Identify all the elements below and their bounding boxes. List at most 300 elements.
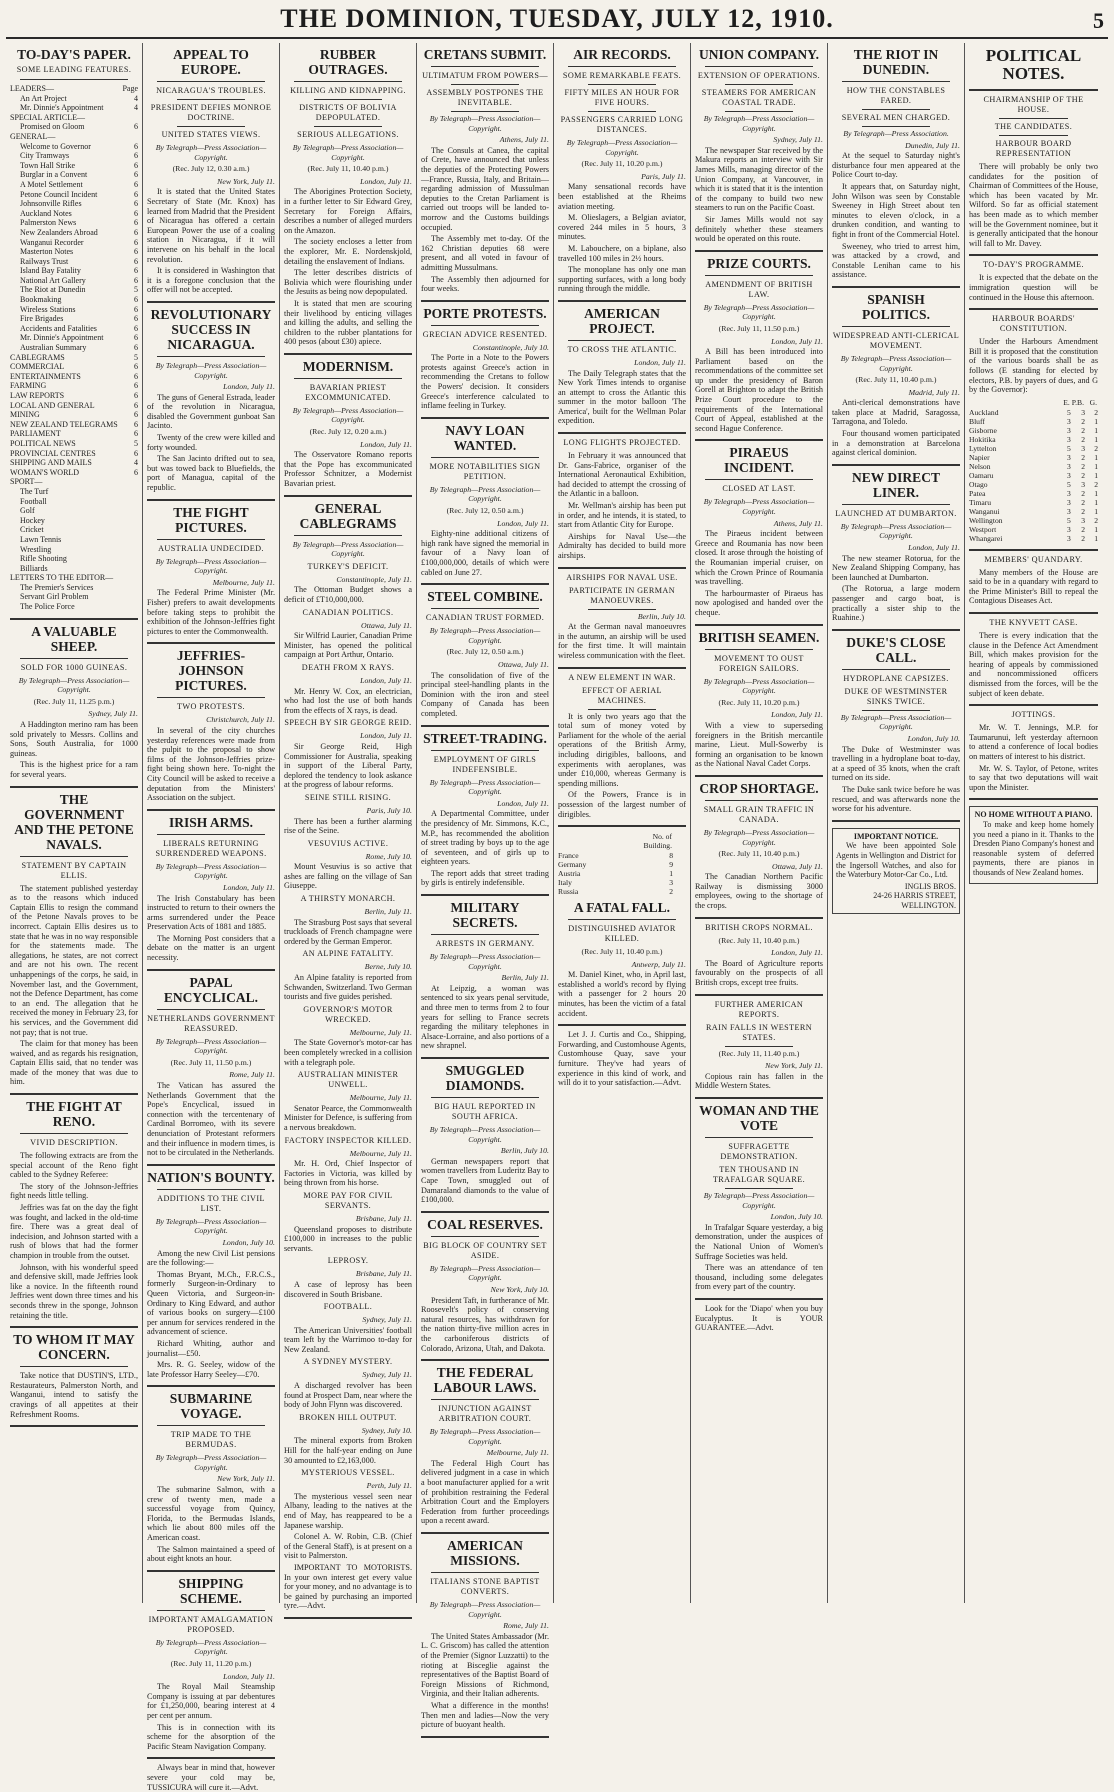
article [969,710,1098,800]
guide-row [10,410,138,420]
article [147,307,275,501]
received-time: (Rec. July 11, 11.50 p.m.) [170,1057,252,1067]
guide-label: Golf [20,506,35,516]
guide-page: 6 [134,160,138,170]
article-deck: BIG HAUL REPORTED IN SOUTH AFRICA. [434,1102,536,1121]
article-paragraph: Richard Whiting, author and journalist—£50. [147,1338,275,1358]
article-paragraph: Twenty of the crew were killed and forty wounded. [147,433,275,452]
table-cell: 2 [1081,416,1085,426]
article [969,555,1098,614]
table-cell: Austria [558,869,581,879]
guide-page: 4 [134,103,138,113]
article-paragraph: The Federal Prime Minister (Mr. Fisher) prefers to await developments before taking steps to prohibit the exhibition of the Johnson-Jeffries fight pictures to enter the Commonwealth. [147,588,275,636]
received-time: (Rec. July 12, 0.50 a.m.) [446,506,524,516]
guide-page: 5 [134,438,138,448]
article-paragraph: It appears that, on Saturday night, John Wilson was seen by Constable Sweeney in High Street about ten minutes to eleven o'clock, in a drunken condition, and wanting to fight in front of the Commercial Hotel. [832,181,960,239]
guide-page: 6 [134,179,138,189]
article-deck: ULTIMATUM FROM POWERS— [422,71,548,80]
guide-page [124,525,138,535]
guide-row [10,132,138,142]
article-headline: IRISH ARMS. [168,814,254,830]
article-headline: SPANISH POLITICS. [862,291,930,322]
table-row [969,489,1098,498]
dateline-place: Melbourne, July 11. [349,1148,412,1158]
article-headline: UNION COMPANY. [699,47,819,62]
guide-row [10,84,138,94]
table-row [969,408,1098,417]
guide-page: 6 [134,227,138,237]
article-headline: THE GOVERNMENT AND THE PETONE NAVALS. [14,791,134,852]
section-divider [695,1298,823,1300]
guide-row [10,305,138,315]
article-deck: PARTICIPATE IN GERMAN MANOEUVRES. [568,585,676,605]
article [421,1538,549,1738]
section-divider [284,1617,412,1619]
guide-page: 6 [134,371,138,381]
dateline-place: Sydney, July 11. [88,709,138,719]
section-headline: POLITICAL NOTES. [985,46,1082,83]
article-paragraph: The submarine Salmon, with a crew of twenty men, made a successful voyage from Quincy, Florida, to the Bermudas Islands, which lie about 800 miles off the American coast. [147,1485,275,1543]
table-cell: Westport [969,524,997,534]
article-paragraph: Thomas Bryant, M.Ch., F.R.C.S., formerly Surgeon-in-Ordinary to Queen Victoria, and Surgeon-in-Ordinary to King Edward, and author of various books on surgery—£100 per annum for services rendered in the advancement of science. [147,1269,275,1337]
article-deck: AIRSHIPS FOR NAVAL USE. [566,572,678,582]
guide-page [124,573,138,583]
article [695,445,823,625]
article-paragraph: The following extracts are from the special account of the Reno fight cabled to the Sydney Referee: [10,1151,138,1180]
dateline-credit: By Telegraph—Press Association—Copyright. [429,1427,541,1446]
dateline-credit: By Telegraph—Press Association—Copyright. [155,1637,267,1657]
table-cell [673,860,686,869]
guide-row [10,420,138,430]
page-number: 5 [1093,8,1104,33]
guide-row [10,285,138,295]
guide-page: 6 [134,256,138,266]
divider [157,1610,265,1611]
article-deck: HOW THE CONSTABLES FARED. [846,86,946,105]
article-headline: DUKE'S CLOSE CALL. [846,634,946,665]
section-divider [147,499,275,501]
dateline-place: New York, July 11. [765,1061,823,1071]
table-cell: 1 [1094,524,1098,534]
guide-page: 6 [134,362,138,372]
divider [431,457,539,458]
section-divider [969,798,1098,800]
guide-page: 6 [134,467,138,477]
section-divider [695,439,823,441]
notice-title: IMPORTANT NOTICE. [853,831,939,841]
article-paragraph: Among the new Civil List pensions are the following:— [147,1248,275,1268]
table-row [969,435,1098,444]
article-paragraph: The Vatican has assured the Netherlands Government that the Pope's Encyclical, issued in connection with the tercentenary of Cardinal Borromeo, with its severe denunciation of Protestant reformers and their influence in modern times, is not to be circulated in the Netherlands. [147,1081,275,1158]
guide-row [10,333,138,343]
guide-row [10,180,138,190]
guide-label: PARLIAMENT [10,429,61,439]
section-divider [421,583,549,585]
article-paragraph: The Aborigines Protection Society, in a further letter to Sir Edward Grey, Secretary for Foreign Affairs, describes a number of alleged murders on the Amazon. [284,187,412,235]
table-cell: 1 [1094,434,1098,444]
column-4 [417,43,554,1730]
guide-label: Petone Council Incident [20,189,98,199]
article-headline: APPEAL TO EUROPE. [173,47,249,77]
article-paragraph: M. Olieslagers, a Belgian aviator, covered 244 miles in 5 hours, 3 minutes. [558,213,686,242]
article-deck: MOVEMENT TO OUST FOREIGN SAILORS. [714,653,804,673]
article-deck: LIBERALS RETURNING SURRENDERED WEAPONS. [155,838,267,858]
dateline-place: Rome, July 10. [365,851,412,861]
table-cell: 2 [1081,533,1085,543]
table-cell: 1 [1094,416,1098,426]
divider [588,111,656,112]
guide-row [10,190,138,200]
divider [294,81,402,82]
guide-label: Servant Girl Problem [20,592,89,602]
masthead [6,6,1108,39]
article-headline: CROP SHORTAGE. [699,780,819,796]
guide-row [10,564,138,574]
article-paragraph: Take notice that DUSTIN'S, LTD., Restaurateurs, Palmerston North, and Wanganui, intend to satisfy the cravings of all appetites at their Refreshment Rooms. [10,1371,138,1419]
divider [294,378,402,379]
guide-row [10,487,138,497]
article-headline: COAL RESERVES. [427,1216,543,1232]
divider [842,326,950,327]
article-deck: BRITISH CROPS NORMAL. [705,922,813,932]
section-divider [695,1097,823,1099]
article-paragraph: What a difference in the months! Then men and ladies—Now the very picture of buoyant health. [421,1700,549,1730]
dateline-place: Christchurch, July 11. [206,715,275,725]
article-paragraph: Sir Wilfrid Laurier, Canadian Prime Minister, has opened the political campaign at Port Arthur, Ontario. [284,631,412,660]
divider [431,1097,539,1098]
article-paragraph: Sweeney, who tried to arrest him, was attacked by a crowd, and Constable Lenihan came to his assistance. [832,241,960,280]
article [695,256,823,442]
article-paragraph: The Irish Constabulary has been instructed to return to their owners the arms surrendered under the Peace Preservation Acts of 1881 and 1885. [147,893,275,932]
article-paragraph: The Royal Mail Steamship Company is issuing at par debentures for £1,250,000, bearing interest at 4 per cent per annum. [147,1682,275,1720]
guide-page: 6 [134,208,138,218]
dateline-place: Sydney, July 11. [773,135,823,145]
table-cell: 2 [1094,515,1098,525]
dateline-place: London, July 11. [360,439,412,449]
dateline-credit: By Telegraph—Press Association—Copyright. [566,138,678,157]
guide-row [10,228,138,238]
article-paragraph: The society encloses a letter from the explorer, Mr. E. Nordenskjold, detailing the enslavement of Indians. [284,237,412,266]
divider [862,126,930,127]
dateline-place: New York, July 11. [217,176,275,186]
divider [862,109,930,110]
article-paragraph: There was an attendance of ten thousand, including some delegates from every part of the country. [695,1263,823,1292]
section-divider [969,549,1098,551]
article-paragraph: The Assembly then adjourned for four weeks. [421,274,549,294]
guide-row [10,122,138,132]
divider [157,1189,265,1190]
dateline-credit: By Telegraph—Press Association—Copyright. [429,1600,541,1619]
dateline-place: Ottawa, July 11. [361,620,412,630]
dateline-credit: By Telegraph—Press Association—Copyright. [429,626,541,645]
article [832,635,960,822]
column-5 [554,43,691,1603]
item-title: MYSTERIOUS VESSEL. [301,1468,395,1478]
dateline-place: Berlin, July 10. [500,1146,549,1156]
table-cell: 5 [1066,479,1071,489]
table-cell: 8 [669,851,673,861]
guide-row [10,362,138,372]
section-divider [558,300,686,302]
article-paragraph: The story of the Johnson-Jeffries fight needs little telling. [10,1181,138,1201]
article [695,630,823,777]
table-cell: Nelson [969,461,991,471]
dateline-place: Madrid, July 11. [908,387,960,397]
table-cell: 3 [1081,515,1085,525]
article-headline: A FATAL FALL. [573,900,671,916]
received-time: (Rec. July 11, 10.20 p.m.) [718,697,800,707]
table-cell: 3 [1066,506,1071,516]
article-deck: LONG FLIGHTS PROJECTED. [563,438,681,448]
guide-label: LOCAL AND GENERAL [10,400,95,410]
dateline-place: New York, July 11. [217,1474,275,1484]
section-divider [421,300,549,302]
article-deck: NICARAGUA'S TROUBLES. [156,86,266,95]
article-paragraph: The monoplane has only one man supporting surfaces, with a long body running through the middle. [558,265,686,294]
dateline-credit: By Telegraph—Press Association—Copyright. [840,521,952,541]
item-title: A THIRSTY MONARCH. [300,894,396,904]
article-deck: KILLING AND KIDNAPPING. [290,86,406,95]
article-deck: ADDITIONS TO THE CIVIL LIST. [157,1193,265,1213]
article-headline: PRIZE COURTS. [707,255,811,271]
guide-page [124,564,138,574]
article-headline: NEW DIRECT LINER. [852,469,940,500]
guide-label: Island Bay Fatality [20,266,81,276]
table-cell: 1 [1094,488,1098,498]
section-divider [558,825,686,827]
dateline-place: Ottawa, July 11. [772,861,823,871]
article [284,47,412,355]
article-paragraph: Mount Vesuvius is so active that ashes are falling on the village of San Giuseppe. [284,862,412,891]
guide-page: 6 [134,266,138,276]
divider [451,84,519,85]
dateline-place: London, July 11. [360,675,412,685]
guide-row [10,458,138,468]
dateline-credit: By Telegraph—Press Association—Copyright. [429,484,541,504]
guide-row [10,276,138,286]
dateline-place: London, July 11. [497,798,549,808]
divider [451,111,519,112]
article [147,1391,275,1572]
guide-row [10,381,138,391]
section-divider [10,618,138,620]
notice-text: We have been appointed Sole Agents in Wellington and District for the Ingersoll Watches, and also for the Waterbury Motor-Car Co., Ltd. [836,841,956,880]
article [147,47,275,303]
ad-text: To make and keep home homely you need a piano in it. Thanks to the Dresden Piano Company's honest and reasonable system of deferred payments, there are pianos in thousands of New Zealand homes. [973,819,1094,877]
column-2 [143,43,280,1792]
article [147,1170,275,1388]
dateline-credit: By Telegraph—Press Association—Copyright. [429,114,541,133]
guide-label: GENERAL— [10,131,56,141]
dateline-place: Rome, July 11. [229,1070,275,1080]
article-paragraph: IMPORTANT TO MOTORISTS. In your own interest get every value for your money, and no advantage is to be gained by purchasing an imported tyre.—Advt. [284,1562,412,1611]
article-headline: THE RIOT IN DUNEDIN. [853,47,939,77]
table-cell: 2 [1081,470,1085,480]
guide-label: POLITICAL NEWS [10,438,76,448]
article-paragraph: This is in connection with its scheme for the absorption of the Pacific Steam Navigation Company. [147,1722,275,1751]
section-divider [147,1385,275,1387]
section-divider [969,612,1098,614]
section-divider [695,917,823,919]
article-deck: VIVID DESCRIPTION. [30,1138,118,1148]
item-title: FOOTBALL. [323,1302,373,1312]
dateline-place: Athens, July 11. [773,518,823,528]
guide-page: 4 [134,458,138,468]
article-paragraph: The Board of Agriculture reports favourably on the prospects of all British crops, except tree fruits. [695,958,823,988]
airship-table [558,831,686,896]
ad-title: NO HOME WITHOUT A PIANO. [974,810,1093,820]
table-header [558,831,643,851]
received-time: (Rec. July 11, 10.40 p.m.) [718,849,800,859]
article-headline: PORTE PROTESTS. [423,305,547,321]
article [558,47,686,302]
table-header [969,397,1058,408]
article-paragraph: Eighty-nine additional citizens of high rank have signed the memorial in favour of a Navy loan of £100,000,000, details of which were cabled on June 27. [421,529,549,577]
article-deck: PASSENGERS CARRIED LONG DISTANCES. [560,115,684,134]
article [558,438,686,569]
item-title: SPEECH BY SIR GEORGE REID. [284,718,412,728]
divider [588,84,656,85]
article [421,900,549,1059]
article-paragraph: Mr. Henry W. Cox, an electrician, who had lost the use of both hands from the effects of X rays, is dead. [284,686,412,715]
article-paragraph: The consolidation of five of the principal steel-handling plants in the Dominion with the iron and steel Company of Canada has been completed. [421,670,549,718]
table-cell: 3 [1066,488,1071,498]
guide-label: Burglar in a Convent [20,170,88,180]
table-cell: Auckland [969,407,999,417]
dateline-credit: By Telegraph—Press Association—Copyright. [18,675,130,695]
article-headline: PIRAEUS INCIDENT. [724,445,794,476]
guide-page: 6 [134,448,138,458]
guide-label: Promised on Gloom [20,122,85,132]
divider [157,539,265,540]
article-paragraph: In several of the city churches yesterday references were made from the pulpit to the proposal to show films of the Johnson-Jeffries prize-fight being shown here. To-night the City Council will be asked to receive a deputation from the Ministers' Association on the subject. [147,725,275,803]
article-paragraph: The Ottoman Budget shows a deficit of £T10,000,000. [284,585,412,604]
section-divider [147,1570,275,1572]
divider [705,66,813,67]
article-paragraph: It is only two years ago that the total sum of money voted by Parliament for the whole of the aerial operations of the British Army, including dirigibles, balloons, and experiments with aeroplanes, was under £10,000, whereas Germany is spending millions. [558,711,686,788]
table-cell [673,851,686,860]
table-cell: Wellington [969,515,1003,525]
article-paragraph: The Salmon maintained a speed of about eight knots an hour. [147,1544,275,1564]
dateline-place: London, July 11. [223,382,275,392]
guide-label: The Premier's Services [20,582,94,592]
article-headline: SMUGGLED DIAMONDS. [445,1063,525,1093]
guide-row [10,257,138,267]
section-divider [147,969,275,971]
article [421,423,549,585]
section-divider [10,1326,138,1328]
table-cell: Germany [558,860,587,870]
article-deck: BAVARIAN PRIEST EXCOMMUNICATED. [305,382,391,402]
article [695,1000,823,1099]
article-paragraph: There is every indication that the clause in the Defence Act Amendment Bill, which makes provision for the hearing of appeals by commissioned and noncommissioned officers dismissed from the forces, will be the subject of keen debate. [969,631,1098,698]
guide-page [124,113,138,123]
table-cell: 5 [1066,407,1071,417]
article-paragraph: In Trafalgar Square yesterday, a big demonstration, under the auspices of the National Union of Women's Suffrage Societies was held. [695,1222,823,1261]
divider [20,1366,128,1367]
guide-label: Bookmaking [20,295,62,305]
dateline-place: Ottawa, July 11. [498,659,549,669]
table-cell: 3 [1066,416,1071,426]
table-cell: Wanganui [969,506,1000,516]
article-paragraph: Mr. W. T. Jennings, M.P. for Taumarunui, left yesterday afternoon to attend a conference of local bodies on matters of interest to his district. [969,723,1098,761]
article [558,306,686,434]
divider [431,1236,539,1237]
divider [157,356,265,357]
guide-label: Auckland Notes [20,208,72,218]
dateline-place: Berne, July 10. [364,962,412,972]
guide-label: Johnsonville Rifles [20,199,82,209]
item-title: SEINE STILL RISING. [304,792,392,802]
table-cell: 3 [1066,425,1071,435]
guide-label: Rifle Shooting [20,554,67,564]
guide-row [10,142,138,152]
dateline-place: Brisbane, July 11. [355,1213,412,1223]
article-deck: NETHERLANDS GOVERNMENT REASSURED. [147,1013,275,1033]
table-cell: 1 [1094,533,1098,543]
article [969,95,1098,256]
guide-row [10,209,138,219]
section-divider [421,1532,549,1534]
divider [588,609,656,610]
table-cell: 3 [1066,434,1071,444]
guide-label: NEW ZEALAND TELEGRAMS [10,419,118,429]
section-divider [284,495,412,497]
article-paragraph: A case of leprosy has been discovered in South Brisbane. [284,1279,412,1299]
divider [20,856,128,857]
article-deck: SOME REMARKABLE FEATS. [562,71,682,80]
dateline-credit: By Telegraph—Press Association—Copyright. [840,712,952,732]
divider [177,126,245,127]
article-paragraph: Mr. Wellman's airship has been put in order, and he intends, it is stated, to start from Atlantic City for Europe. [558,501,686,530]
dateline-place: London, July 10. [222,1237,275,1247]
article [558,900,686,1026]
table-cell: Lyttelton [969,443,997,453]
dateline-place: London, July 11. [223,1671,275,1681]
guide-row [10,113,138,123]
article-deck: A NEW ELEMENT IN WAR. [568,672,676,682]
article-headline: MODERNISM. [302,358,394,374]
article-deck: SOLD FOR 1000 GUINEAS. [20,662,128,672]
article [421,47,549,302]
received-time: (Rec. July 12, 0.30 a.m.) [172,164,250,174]
table-header: E. [1063,397,1070,407]
dateline-place: Antwerp, July 11. [631,959,686,969]
article-paragraph: Many members of the House are said to be in a quandary with regard to the Prime Minister's Bill to repeal the Contagious Diseases Act. [969,567,1098,606]
guide-label: Welcome to Governor [20,141,91,151]
article-deck: EMPLOYMENT OF GIRLS INDEFENSIBLE. [433,754,537,774]
guide-page [124,477,138,487]
divider [568,66,676,67]
article-deck: PRESIDENT DEFIES MONROE DOCTRINE. [150,103,272,122]
article [10,624,138,788]
dateline-place: Sydney, July 11. [362,1370,412,1380]
table-cell: 1 [1094,452,1098,462]
article-paragraph: The United States Ambassador (Mr. L. C. Griscom) has called the attention of the Premier (Signor Luzzatti) to the rioting at Bisceglie against the representatives of the Baptist Board of Foreign Missions of Richmond, Virginia, and their Italian adherents. [421,1631,549,1699]
article-deck: AMENDMENT OF BRITISH LAW. [705,279,813,299]
article-paragraph: The claim for that money has been waived, and as regards his resignation, Captain Ellis said, that no tender was made of the money that was due to him. [10,1039,138,1087]
guide-label: Town Hall Strike [20,160,75,170]
section-divider [421,894,549,896]
article-paragraph: Sir George Reid, High Commissioner for Australia, speaking in support of the Liberal Party, deplored the tendency to look askance at the progress of labour reforms. [284,741,412,790]
guide-label: ENTERTAINMENTS [10,371,81,381]
dateline-place: London, July 11. [771,336,823,346]
article-headline: THE FEDERAL LABOUR LAWS. [433,1365,537,1396]
table-cell: 2 [1094,443,1098,453]
divider [431,325,539,326]
dateline-credit: By Telegraph—Press Association—Copyright. [703,302,815,322]
divider [157,697,265,698]
